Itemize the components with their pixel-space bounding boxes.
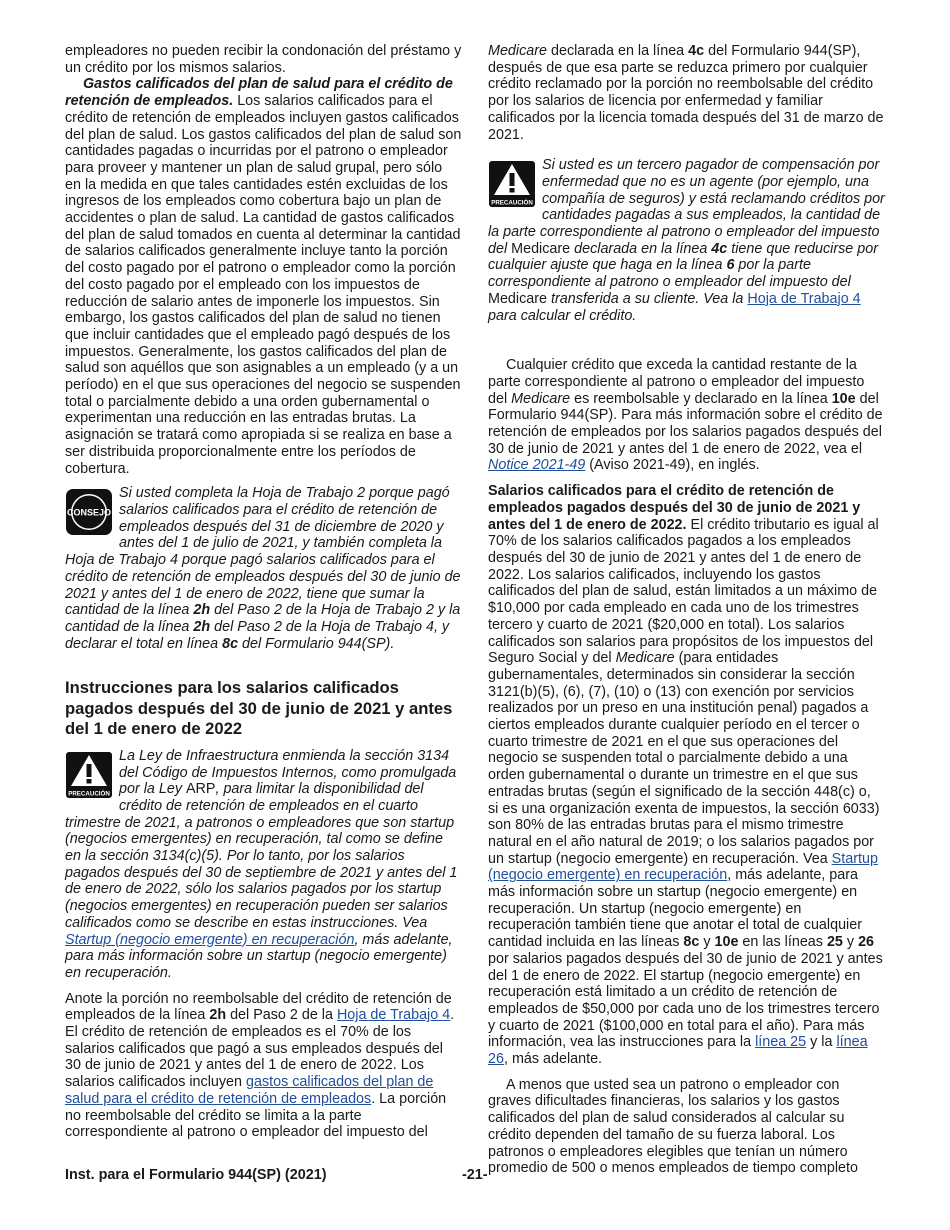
paragraph-loan-forgiveness: empleadores no pueden recibir la condonación del préstamo y un crédito por los mismos salarios.: [65, 43, 462, 76]
caution-text-third-party-payer: Si usted es un tercero pagador de compensación por enfermedad que no es un agente (por ejemplo, una compañía de seguros) y está reclamando créditos por cantidades pagadas a sus empleados, la cantidad de la parte correspondiente al patrono o empleador del impuesto del Medicare declarada en la línea 4c tiene que reducirse por cualquier ajuste que haga en la línea 6 por la parte correspondiente al patrono o empleador del impuesto del Medicare transferida a su cliente. Vea la Hoja de Trabajo 4 para calcular el crédito.: [488, 157, 885, 324]
tip-notice: [65, 485, 462, 652]
right-column: [488, 43, 885, 1177]
caution-icon: [65, 751, 113, 799]
paragraph-medicare-continued: Medicare declarada en la línea 4c del Formulario 944(SP), después de que esa parte se reduzca primero por cualquier crédito reclamado por la porción no reembolsable del crédito por los salarios de licencia por enfermedad y familiar calificados por la licencia tomada después del 31 de marzo de 2021.: [488, 43, 884, 143]
caution-icon-label: PRECAUCIÓN: [68, 790, 110, 798]
footer-page-number: -21-: [462, 1167, 488, 1183]
link-line-26[interactable]: línea 26: [488, 1034, 868, 1068]
caution-icon-label: PRECAUCIÓN: [491, 199, 533, 207]
caution-text-infrastructure-act: La Ley de Infraestructura enmienda la sección 3134 del Código de Impuestos Internos, como promulgada por la Ley ARP, para limitar la disponibilidad del crédito de retención de empleados en el cuarto trimestre de 2021, a patronos o empleadores que son startup (negocios emergentes) en recuperación, tal como se define en la sección 3134(c)(5). Por lo tanto, por los salarios pagados después del 30 de septiembre de 2021 y antes del 1 de enero de 2022, sólo los salarios pagados por los startup (negocios emergentes) en recuperación pueden ser salarios calificados como se describe en estas instrucciones. Vea Startup (negocio emergente) en recuperación, más adelante, para más información sobre un startup (negocio emergente) en recuperación.: [65, 747, 458, 981]
paragraph-qualified-wages: Salarios calificados para el crédito de retención de empleados pagados después del 30 de junio de 2021 y antes del 1 de enero de 2022. El crédito tributario es igual al 70% de los salarios calificados pagados a los empleados después del 30 de junio de 2021 y antes del 1 de enero de 2022. Los salarios calificados, incluyendo los gastos calificados del plan de salud, están limitados a un máximo de $10,000 por cada empleado en cada uno de los trimestres tercero y cuarto de 2021 ($20,000 en total). Los salarios calificados son salarios para propósitos de los impuestos del Seguro Social y del Medicare (para entidades gubernamentales, determinados sin considerar la sección 3121(b)(5), (6), (7), (10) o (13) con exención por servicios realizados por un preso en una institución penal) pagados a ciertos empleados durante cualquier período en el tercer o cuarto trimestre de 2021 en el que sus operaciones del negocio se suspenden total o parcialmente debido a una orden gubernamental o durante un trimestre en el que sus entradas brutas (según el significado de la sección 448(c) o, si es una organización exenta de impuestos, la sección 6033) son 80% de las entradas brutas para el mismo trimestre natural en el año natural de 2019; o los salarios pagados por un startup (negocio emergente) en recuperación. Vea Startup (negocio emergente) en recuperación, más adelante, para más información sobre un startup (negocio emergente) en recuperación. Un startup (negocio emergente) en recuperación también tiene que anotar el total de cualquier cantidad incluida en las líneas 8c y 10e en las líneas 25 y 26 por salarios pagados después del 30 de junio de 2021 y antes del 1 de enero de 2022. El startup (negocio emergente) en recuperación está limitado a un crédito de retención de empleados de $50,000 por cada uno de los trimestres tercero y cuarto de 2021 ($100,000 en total para el año). Para más información, vea las instrucciones para la línea 25 y la línea 26, más adelante.: [488, 483, 883, 1068]
link-line-25[interactable]: línea 25: [755, 1034, 807, 1051]
caution-notice-left: [65, 748, 462, 982]
paragraph-workforce-size: A menos que usted sea un patrono o empleador con graves dificultades financieras, los salarios y los gastos calificados del plan de salud considerados al calcular su crédito dependen del tamaño de su fuerza laboral. Los patronos o empleadores elegibles que tenían un número promedio de 500 o menos empleados de tiempo completo: [488, 1076, 858, 1177]
link-worksheet-4[interactable]: Hoja de Trabajo 4: [747, 290, 861, 307]
health-plan-expenses-heading: Gastos calificados del plan de salud para el crédito de retención de empleados.: [65, 76, 453, 110]
link-notice-2021-49[interactable]: Notice 2021-49: [488, 457, 586, 474]
caution-icon: [488, 160, 536, 208]
left-column: [65, 43, 462, 1141]
paragraph-nonrefundable-portion: Anote la porción no reembolsable del crédito de retención de empleados de la línea 2h del Paso 2 de la Hoja de Trabajo 4. El crédito de retención de empleados es el 70% de los salarios calificados que pagó a sus empleados después del 30 de junio de 2021 y antes del 1 de enero de 2022. Los salarios calificados incluyen gastos calificados del plan de salud para el crédito de retención de empleados. La porción no reembolsable del crédito se limita a la parte correspondiente al patrono o empleador del impuesto del: [65, 990, 455, 1141]
link-qualified-health-plan-expenses[interactable]: gastos calificados del plan de salud para el crédito de retención de empleados: [65, 1074, 434, 1107]
qualified-wages-heading: Salarios calificados para el crédito de retención de empleados pagados después del 30 de junio de 2021 y antes del 1 de enero de 2022.: [488, 483, 861, 533]
tip-text: Si usted completa la Hoja de Trabajo 2 porque pagó salarios calificados para el crédito de retención de empleados después del 31 de diciembre de 2020 y antes del 1 de julio de 2021, y también completa la Hoja de Trabajo 4 porque pagó salarios calificados para el crédito de retención de empleados después del 30 de junio de 2021 y antes del 1 de enero de 2022, tiene que sumar la cantidad de la línea 2h del Paso 2 de la Hoja de Trabajo 2 y la cantidad de la línea 2h del Paso 2 de la Hoja de Trabajo 4, y declarar el total en línea 8c del Formulario 944(SP).: [65, 485, 461, 652]
section-heading: Instrucciones para los salarios calificados pagados después del 30 de junio de 2021 y antes del 1 de enero de 2022: [65, 678, 453, 739]
paragraph-health-plan-expenses: Gastos calificados del plan de salud para el crédito de retención de empleados. Los salarios calificados para el crédito de retención de empleados incluyen gastos calificados del plan de salud. Los gastos calificados del plan de salud son cantidades pagadas o incurridas por el patrono o empleador para proveer y mantener un plan de salud grupal, pero sólo en la medida en que tales cantidades estén excluidas de los ingresos de los empleados como cobertura bajo un plan de accidentes o plan de salud. La cantidad de gastos calificados del plan de salud tomados en cuenta al determinar la cantidad de salarios calificados generalmente incluye tanto la porción del costo pagado por el patrono o empleador como la porción del costo pagado por el empleado con los impuestos de reducción de salario antes de imponerle los impuestos. Sin embargo, los gastos calificados del plan de salud no tienen que incluir cantidades que el empleado pagó después de los impuestos. Generalmente, los gastos calificados del plan de salud son aquéllos que son asignables a un empleado (y a un período) en el que sus operaciones del negocio se suspenden total o parcialmente debido a una orden gubernamental o experimentan una reducción en las entradas brutas. La asignación se tratará como apropiada si se realiza en base a ser distribuida proporcionalmente entre los períodos de cobertura.: [65, 76, 462, 477]
footer-form-title: Inst. para el Formulario 944(SP) (2021): [65, 1167, 327, 1183]
tip-icon-label: CONSEJO: [66, 507, 112, 518]
tip-icon: [65, 488, 113, 536]
caution-notice-right: [488, 157, 885, 324]
paragraph-refundable-credit: Cualquier crédito que exceda la cantidad restante de la parte correspondiente al patrono o empleador del impuesto del Medicare es reembolsable y declarado en la línea 10e del Formulario 944(SP). Para más información sobre el crédito de retención de empleados por los salarios pagados después del 30 de junio de 2021 y antes del 1 de enero de 2022, vea el Notice 2021-49 (Aviso 2021-49), en inglés.: [488, 357, 883, 474]
link-recovery-startup[interactable]: Startup (negocio emergente) en recuperación: [488, 850, 878, 884]
link-recovery-startup[interactable]: Startup (negocio emergente) en recuperación: [65, 931, 355, 948]
link-worksheet-4[interactable]: Hoja de Trabajo 4: [336, 1007, 451, 1024]
